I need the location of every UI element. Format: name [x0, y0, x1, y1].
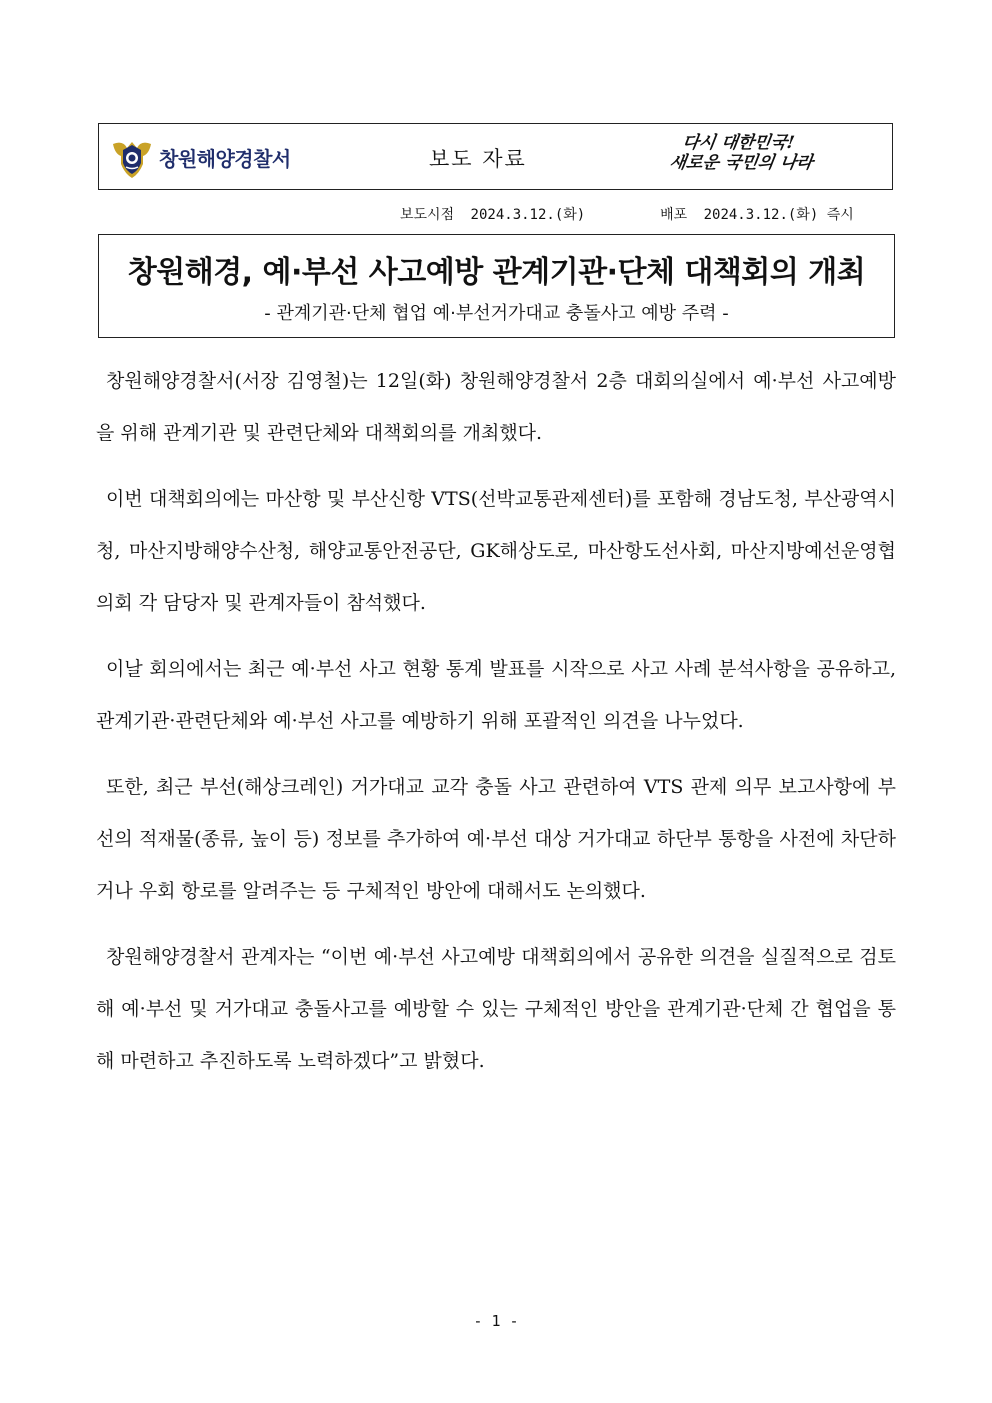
org-logo [109, 134, 291, 180]
release-time-label: 보도시점 [400, 207, 455, 223]
paragraph-4: 또한, 최근 부선(해상크레인) 거가대교 교각 충돌 사고 관련하여 VTS 관제 의무 보고사항에 부선의 적재물(종류, 높이 등) 정보를 추가하여 예·부선 대상 거가대교 하단부 통항을 사전에 차단하거나 우회 항로를 알려주는 등 구체적인 방안에 대해서도 논의했다. [96, 776, 896, 902]
release-info [400, 204, 862, 224]
coast-guard-emblem-icon [109, 134, 155, 180]
headline-subtitle: - 관계기관·단체 협업 예·부선거가대교 충돌사고 예방 주력 - [264, 303, 729, 324]
slogan-line-2: 새로운 국민의 나라 [668, 153, 815, 173]
release-time-value: 2024.3.12.(화) [470, 207, 586, 223]
org-name: 창원해양경찰서 [159, 146, 291, 171]
distribution-label: 배포 [660, 207, 688, 223]
paragraph-2: 이번 대책회의에는 마산항 및 부산신항 VTS(선박교통관제센터)를 포함해 경남도청, 부산광역시청, 마산지방해양수산청, 해양교통안전공단, GK해상도로, 마산항도선사회, 마산지방예선운영협의회 각 담당자 및 관계자들이 참석했다. [96, 488, 896, 614]
slogan [668, 133, 874, 173]
paragraph-5: 창원해양경찰서 관계자는 “이번 예·부선 사고예방 대책회의에서 공유한 의견을 실질적으로 검토해 예·부선 및 거가대교 충돌사고를 예방할 수 있는 구체적인 방안을 관계기관·단체 간 협업을 통해 마련하고 추진하도록 노력하겠다”고 밝혔다. [96, 946, 896, 1072]
header-box [98, 123, 893, 190]
document-type: 보도 자료 [429, 147, 527, 171]
slogan-line-1: 다시 대한민국! [681, 133, 796, 153]
headline-title: 창원해경, 예·부선 사고예방 관계기관·단체 대책회의 개최 [127, 255, 866, 290]
paragraph-3: 이날 회의에서는 최근 예·부선 사고 현황 통계 발표를 시작으로 사고 사례 분석사항을 공유하고, 관계기관·관련단체와 예·부선 사고를 예방하기 위해 포괄적인 의견을 나누었다. [96, 658, 896, 732]
distribution-value: 2024.3.12.(화) 즉시 [703, 207, 854, 223]
article-body [96, 355, 896, 1101]
paragraph-1: 창원해양경찰서(서장 김영철)는 12일(화) 창원해양경찰서 2층 대회의실에서 예·부선 사고예방을 위해 관계기관 및 관련단체와 대책회의를 개최했다. [96, 370, 896, 444]
page-number: - 1 - [473, 1312, 519, 1330]
headline-box [98, 234, 895, 338]
